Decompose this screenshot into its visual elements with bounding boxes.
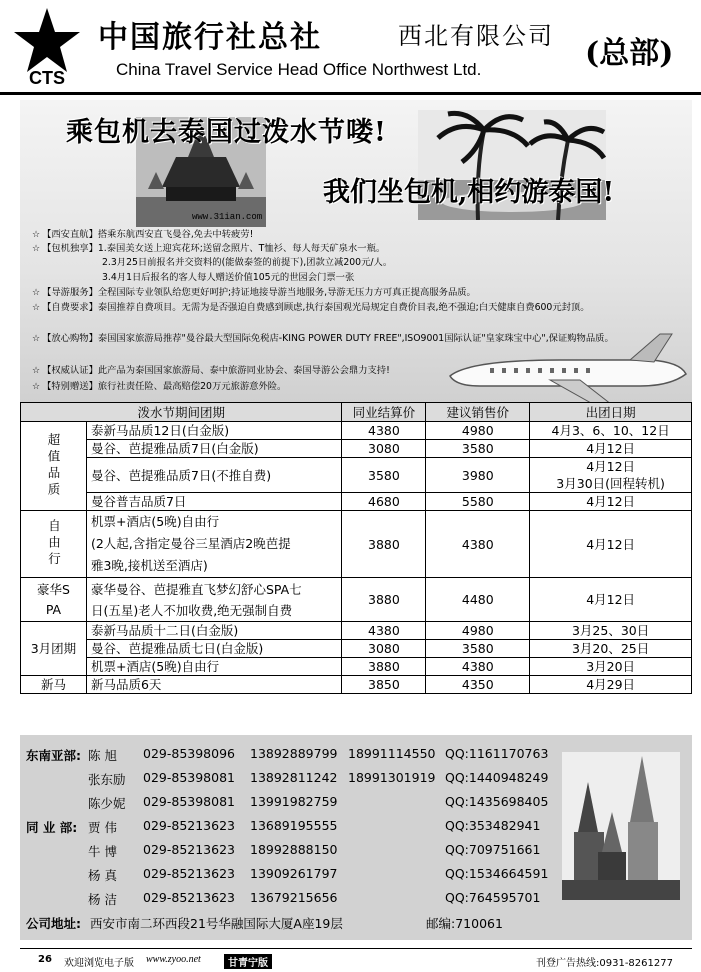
table-header-row xyxy=(21,403,692,422)
table-row: 曼谷、芭提雅品质7日(不推自费) 3580 3980 4月12日 xyxy=(21,458,692,476)
address-text: 西安市南二环西段21号华融国际大厦A座19层 xyxy=(90,916,343,931)
ad-hotline: 刊登广告热线:0931-8261277 xyxy=(536,958,673,969)
contact-mobile: 13892811242 xyxy=(250,770,338,785)
footer-site: www.zyoo.net xyxy=(146,954,201,965)
group-label: 新马 xyxy=(21,676,87,694)
table-row: 机票+酒店(5晚)自由行 3880 4380 3月20日 xyxy=(21,658,692,676)
price-table xyxy=(20,402,692,694)
table-row: 曼谷、芭提雅品质七日(白金版) 3080 3580 3月20、25日 xyxy=(21,640,692,658)
star-icon: ☆ xyxy=(32,334,41,344)
dept-southeast-asia: 东南亚部: xyxy=(26,748,81,763)
pagoda-photo xyxy=(562,752,680,900)
group-label: 自由行 xyxy=(21,511,87,578)
postcode: 邮编:710061 xyxy=(426,916,503,931)
star-icon: ☆ xyxy=(32,288,41,298)
header-price: 建议销售价 xyxy=(426,403,530,422)
table-row: 自由行 机票+酒店(5晚)自由行 (2人起,含指定曼谷三星酒店2晚芭提 雅3晚,接机送至酒店) 3880 4380 4月12日 xyxy=(21,511,692,578)
contact-tel: 029-85213623 xyxy=(143,866,235,881)
address-label: 公司地址: xyxy=(26,916,81,931)
header-cost: 同业结算价 xyxy=(342,403,426,422)
contact-qq: QQ:1435698405 xyxy=(445,794,549,809)
contact-tel: 029-85398081 xyxy=(143,794,235,809)
contact-name: 张东励 xyxy=(88,772,126,787)
feature-item: ☆ 【权威认证】此产品为泰国国家旅游局、泰中旅游同业协会、泰国导游公会鼎力支持! xyxy=(32,365,390,376)
header-date: 出团日期 xyxy=(530,403,692,422)
contact-name: 杨 真 xyxy=(88,868,117,883)
table-row: 3月30日(回程转机) xyxy=(21,475,692,493)
feature-item: ☆ 【包机独享】1.泰国美女送上迎宾花环;送留念照片、T恤衫、每人每天矿泉水一瓶。 xyxy=(32,243,386,254)
contact-mobile: 18991301919 xyxy=(348,770,436,785)
headquarters-tag: (总部) xyxy=(585,36,674,71)
contact-tel: 029-85398081 xyxy=(143,770,235,785)
contact-mobile: 18992888150 xyxy=(250,842,338,857)
feature-item: ☆ 【西安直航】搭乘东航西安直飞曼谷,免去中转疲劳! xyxy=(32,229,254,240)
contact-mobile: 13991982759 xyxy=(250,794,338,809)
contact-name: 贾 伟 xyxy=(88,820,117,835)
table-row: 3月团期 泰新马品质十二日(白金版) 4380 4980 3月25、30日 xyxy=(21,622,692,640)
contact-mobile: 13689195555 xyxy=(250,818,338,833)
contact-name: 牛 博 xyxy=(88,844,117,859)
group-label: 3月团期 xyxy=(21,622,87,676)
contact-qq: QQ:353482941 xyxy=(445,818,541,833)
star-icon: ☆ xyxy=(32,382,41,392)
company-branch-cn: 西北有限公司 xyxy=(398,22,554,50)
slogan-secondary: 我们坐包机,相约游泰国! xyxy=(323,177,615,208)
table-row: 豪华SPA 豪华曼谷、芭提雅直飞梦幻舒心SPA七 日(五星)老人不加收费,绝无强制自费 3880 4480 4月12日 xyxy=(21,578,692,622)
slogan-primary: 乘包机去泰国过泼水节喽! xyxy=(66,117,387,148)
contact-name: 陈 旭 xyxy=(88,748,117,763)
group-label: 豪华SPA xyxy=(21,578,87,622)
feature-item: ☆ 【放心购物】泰国国家旅游局推荐"曼谷最大型国际免税店-KING POWER DUTY FREE",ISO9001国际认证"皇家珠宝中心",保证购物品质。 xyxy=(32,333,614,344)
table-row: 新马 新马品质6天 3850 4350 4月29日 xyxy=(21,676,692,694)
page-header xyxy=(0,0,701,92)
header-period: 泼水节期间团期 xyxy=(21,403,342,422)
contact-qq: QQ:1534664591 xyxy=(445,866,549,881)
feature-item: ☆ 【导游服务】全程国际专业领队给您更好呵护;持证地接导游当地服务,导游无压力方可真正提高服务品质。 xyxy=(32,287,476,298)
photo-watermark: www.31ian.com xyxy=(192,212,263,222)
table-row: 曼谷普吉品质7日 4680 5580 4月12日 xyxy=(21,493,692,511)
contact-name: 杨 洁 xyxy=(88,892,117,907)
contact-mobile: 13679215656 xyxy=(250,890,338,905)
page-number: 26 xyxy=(38,954,52,965)
contact-qq: QQ:1440948249 xyxy=(445,770,549,785)
contact-tel: 029-85213623 xyxy=(143,818,235,833)
star-icon: ☆ xyxy=(32,230,41,240)
star-icon: ☆ xyxy=(32,244,41,254)
contact-mobile: 13909261797 xyxy=(250,866,338,881)
contact-tel: 029-85398096 xyxy=(143,746,235,761)
footer-divider xyxy=(20,948,692,949)
table-row: 超值品质 泰新马品质12日(白金版) 4380 4980 4月3、6、10、12日 xyxy=(21,422,692,440)
footer-welcome: 欢迎浏览电子版 xyxy=(64,958,134,969)
contact-mobile: 13892889799 xyxy=(250,746,338,761)
header-divider xyxy=(0,92,701,95)
feature-item: 3.4月1日后报名的客人每人赠送价值105元的世园会门票一张 xyxy=(102,272,355,283)
table-row: 曼谷、芭提雅品质7日(白金版) 3080 3580 4月12日 xyxy=(21,440,692,458)
feature-item: ☆ 【特别赠送】旅行社责任险、最高赔偿20万元旅游意外险。 xyxy=(32,381,287,392)
contact-qq: QQ:1161170763 xyxy=(445,746,549,761)
feature-item: 2.3月25日前报名并交资料的(能做泰签的前提下),团款立减200元/人。 xyxy=(102,257,393,268)
company-name-en: China Travel Service Head Office Northwest Ltd. xyxy=(116,60,482,79)
contact-qq: QQ:709751661 xyxy=(445,842,541,857)
contact-mobile: 18991114550 xyxy=(348,746,436,761)
contact-name: 陈少妮 xyxy=(88,796,126,811)
group-label: 超值品质 xyxy=(21,422,87,511)
contact-qq: QQ:764595701 xyxy=(445,890,541,905)
cts-logo xyxy=(14,6,80,86)
contact-tel: 029-85213623 xyxy=(143,890,235,905)
contact-tel: 029-85213623 xyxy=(143,842,235,857)
logo-text: CTS xyxy=(29,68,65,86)
company-name-cn: 中国旅行社总社 xyxy=(98,20,322,55)
star-icon: ☆ xyxy=(32,303,41,313)
footer-brand: 甘青宁版 xyxy=(224,954,272,969)
star-icon: ☆ xyxy=(32,366,41,376)
dept-trade: 同 业 部: xyxy=(26,820,78,835)
feature-item: ☆ 【自费要求】泰国推荐自费项目。无需为是否强迫自费感到顾虑,执行泰国观光局规定自费价目表,绝不强迫;白天健康自费600元封顶。 xyxy=(32,302,590,313)
